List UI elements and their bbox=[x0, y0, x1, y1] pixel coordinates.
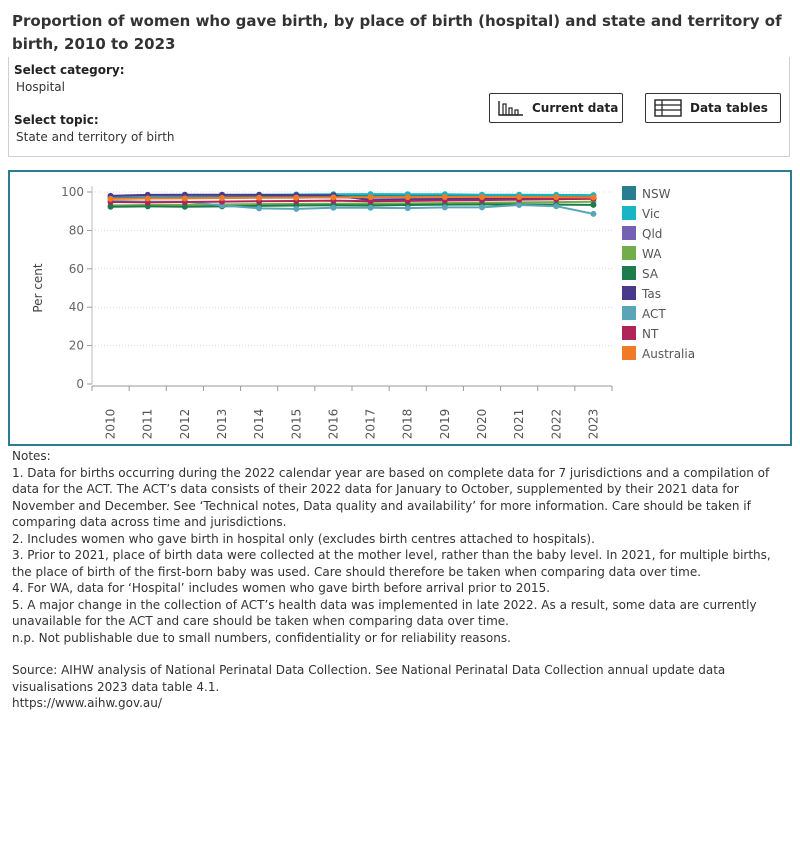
x-tick-label: 2018 bbox=[400, 408, 415, 440]
data-point[interactable] bbox=[405, 194, 411, 200]
legend-label[interactable]: Qld bbox=[642, 227, 663, 241]
source-text: Source: AIHW analysis of National Perinatal Data Collection. See National Perinatal Data Collection annual update data visualisations 2023 data table 4.1. bbox=[12, 663, 726, 694]
topic-select[interactable]: State and territory of birth bbox=[16, 130, 175, 144]
data-point[interactable] bbox=[479, 204, 485, 210]
legend-swatch[interactable] bbox=[622, 286, 636, 300]
y-axis-label: Per cent bbox=[31, 263, 45, 313]
x-axis bbox=[92, 386, 612, 439]
current-data-label: Current data bbox=[532, 101, 619, 115]
notes-heading: Notes: bbox=[12, 449, 51, 463]
x-tick-label: 2019 bbox=[437, 408, 452, 440]
chart-legend bbox=[622, 186, 695, 361]
data-point[interactable] bbox=[219, 195, 225, 201]
category-select[interactable]: Hospital bbox=[16, 80, 65, 94]
data-point[interactable] bbox=[368, 205, 374, 211]
chart-gridlines bbox=[92, 192, 612, 346]
chart-container bbox=[8, 170, 792, 446]
data-point[interactable] bbox=[553, 203, 559, 209]
y-tick-label: 80 bbox=[68, 223, 84, 238]
legend-label[interactable]: Tas bbox=[642, 287, 661, 301]
y-tick-label: 40 bbox=[68, 300, 84, 315]
data-point[interactable] bbox=[145, 196, 151, 202]
legend-label[interactable]: Australia bbox=[642, 347, 696, 361]
legend-swatch[interactable] bbox=[622, 226, 636, 240]
line-chart bbox=[10, 172, 790, 444]
legend-swatch[interactable] bbox=[622, 246, 636, 260]
current-data-button[interactable] bbox=[489, 93, 623, 123]
x-tick-label: 2010 bbox=[103, 408, 118, 440]
filter-panel bbox=[8, 57, 790, 157]
legend-swatch[interactable] bbox=[622, 186, 636, 200]
note-item: 1. Data for births occurring during the 2022 calendar year are based on complete data for 7 jurisdictions and a compilation of data for the ACT. The ACT’s data consists of their 2022 data for January to October, supplemented by their 2021 data for November and December. See ‘Technical notes, Data quality and availability’ for more information. Care should be taken if comparing data across time and jurisdictions. bbox=[12, 465, 770, 529]
legend-label[interactable]: NT bbox=[642, 327, 659, 341]
x-tick-label: 2017 bbox=[363, 408, 378, 440]
legend-label[interactable]: NSW bbox=[642, 187, 671, 201]
legend-label[interactable]: WA bbox=[642, 247, 662, 261]
data-point[interactable] bbox=[516, 202, 522, 208]
note-item: n.p. Not publishable due to small numbers, confidentiality or for reliability reasons. bbox=[12, 630, 511, 645]
category-label: Select category: bbox=[14, 63, 125, 77]
x-tick-label: 2013 bbox=[215, 408, 229, 440]
data-point[interactable] bbox=[516, 194, 522, 200]
legend-swatch[interactable] bbox=[622, 306, 636, 320]
legend-label[interactable]: ACT bbox=[642, 307, 666, 321]
x-tick-label: 2012 bbox=[177, 408, 192, 440]
data-point[interactable] bbox=[405, 205, 411, 211]
data-point[interactable] bbox=[330, 194, 336, 200]
y-tick-label: 100 bbox=[61, 185, 84, 199]
source-section bbox=[12, 662, 792, 712]
data-point[interactable] bbox=[368, 194, 374, 200]
notes-section bbox=[12, 448, 792, 646]
legend-swatch[interactable] bbox=[622, 326, 636, 340]
x-tick-label: 2023 bbox=[586, 408, 601, 440]
x-tick-label: 2011 bbox=[140, 408, 155, 440]
note-item: 2. Includes women who gave birth in hospital only (excludes birth centres attached to hospitals). bbox=[12, 531, 595, 546]
data-point[interactable] bbox=[442, 204, 448, 210]
data-point[interactable] bbox=[256, 195, 262, 201]
data-point[interactable] bbox=[182, 195, 188, 201]
note-item: 3. Prior to 2021, place of birth data were collected at the mother level, rather than the baby level. In 2021, for multiple births, the place of birth of the first-born baby was used. Care should therefore be taken when comparing data over time. bbox=[12, 548, 771, 579]
legend-swatch[interactable] bbox=[622, 266, 636, 280]
x-tick-label: 2015 bbox=[289, 408, 304, 440]
chart-series bbox=[108, 191, 597, 217]
bar-chart-icon bbox=[498, 100, 524, 116]
page-title: Proportion of women who gave birth, by place of birth (hospital) and state and territory of birth, 2010 to 2023 bbox=[12, 12, 782, 53]
data-point[interactable] bbox=[108, 196, 114, 202]
legend-swatch[interactable] bbox=[622, 346, 636, 360]
x-tick-label: 2016 bbox=[326, 408, 341, 440]
topic-label: Select topic: bbox=[14, 113, 99, 127]
data-point[interactable] bbox=[293, 206, 299, 212]
data-point[interactable] bbox=[590, 202, 596, 208]
data-tables-label: Data tables bbox=[690, 101, 768, 115]
data-point[interactable] bbox=[590, 211, 596, 217]
y-axis bbox=[61, 185, 92, 391]
data-point[interactable] bbox=[590, 194, 596, 200]
x-tick-label: 2021 bbox=[512, 408, 527, 440]
data-tables-button[interactable] bbox=[645, 93, 781, 123]
y-tick-label: 0 bbox=[76, 377, 84, 391]
legend-label[interactable]: SA bbox=[642, 267, 659, 281]
source-link[interactable]: https://www.aihw.gov.au/ bbox=[12, 696, 162, 710]
note-item: 5. A major change in the collection of ACT’s health data was implemented in late 2022. As a result, some data are currently unavailable for the ACT and care should be taken when comparing data over time. bbox=[12, 597, 757, 628]
data-point[interactable] bbox=[256, 205, 262, 211]
data-point[interactable] bbox=[330, 205, 336, 211]
table-icon bbox=[654, 99, 682, 117]
legend-label[interactable]: Vic bbox=[642, 207, 660, 221]
data-point[interactable] bbox=[479, 194, 485, 200]
y-tick-label: 60 bbox=[68, 261, 84, 276]
y-tick-label: 20 bbox=[68, 338, 84, 353]
note-item: 4. For WA, data for ‘Hospital’ includes women who gave birth before arrival prior to 2015. bbox=[12, 581, 551, 595]
legend-swatch[interactable] bbox=[622, 206, 636, 220]
x-tick-label: 2022 bbox=[549, 408, 564, 440]
x-tick-label: 2014 bbox=[252, 408, 267, 440]
data-point[interactable] bbox=[553, 194, 559, 200]
x-tick-label: 2020 bbox=[475, 408, 489, 440]
data-point[interactable] bbox=[442, 194, 448, 200]
data-point[interactable] bbox=[293, 195, 299, 201]
